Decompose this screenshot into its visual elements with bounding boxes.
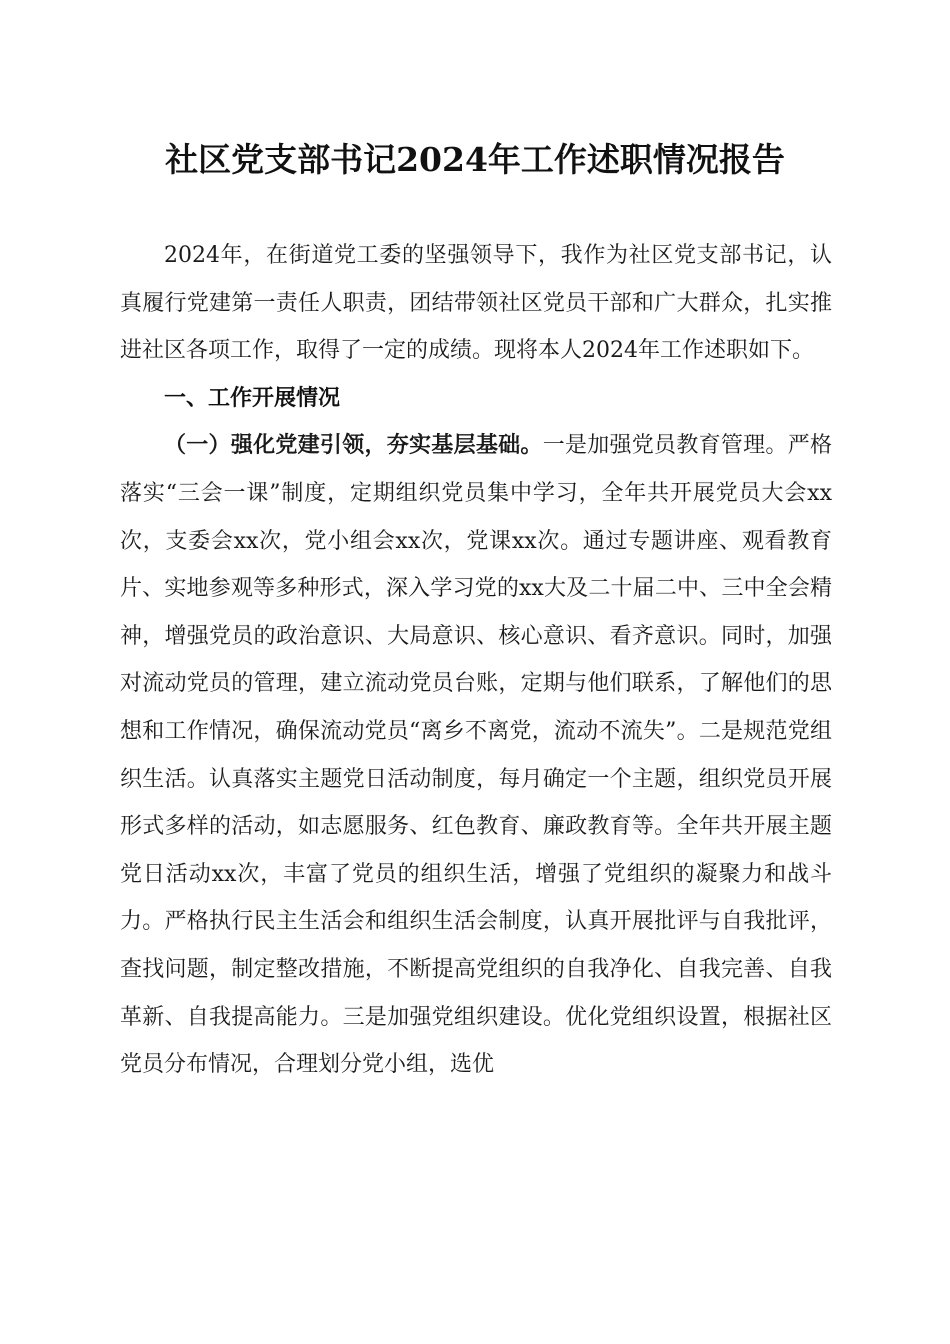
intro-paragraph: 2024年，在街道党工委的坚强领导下，我作为社区党支部书记，认真履行党建第一责任人职责，团结带领社区党员干部和广大群众，扎实推进社区各项工作，取得了一定的成绩。现将本人2024年工作述职如下。 bbox=[120, 243, 832, 364]
subsection-lead: （一）强化党建引领，夯实基层基础。 bbox=[164, 433, 543, 459]
subsection-body: 一是加强党员教育管理。严格落实“三会一课”制度，定期组织党员集中学习，全年共开展党员大会xx次，支委会xx次，党小组会xx次，党课xx次。通过专题讲座、观看教育片、实地参观等多种形式，深入学习党的xx大及二十届二中、三中全会精神，增强党员的政治意识、大局意识、核心意识、看齐意识。同时，加强对流动党员的管理，建立流动党员台账，定期与他们联系，了解他们的思想和工作情况，确保流动党员“离乡不离党，流动不流失”。二是规范党组织生活。认真落实主题党日活动制度，每月确定一个主题，组织党员开展形式多样的活动，如志愿服务、红色教育、廉政教育等。全年共开展主题党日活动xx次，丰富了党员的组织生活，增强了党组织的凝聚力和战斗力。严格执行民主生活会和组织生活会制度，认真开展批评与自我批评，查找问题，制定整改措施，不断提高党组织的自我净化、自我完善、自我革新、自我提高能力。三是加强党组织建设。优化党组织设置，根据社区党员分布情况，合理划分党小组，选优 bbox=[120, 433, 832, 1078]
subsection-paragraph bbox=[120, 422, 832, 1088]
page-title: 社区党支部书记2024年工作述职情况报告 bbox=[165, 140, 785, 179]
document-body bbox=[120, 232, 832, 1089]
section-heading: 一、工作开展情况 bbox=[164, 385, 341, 411]
